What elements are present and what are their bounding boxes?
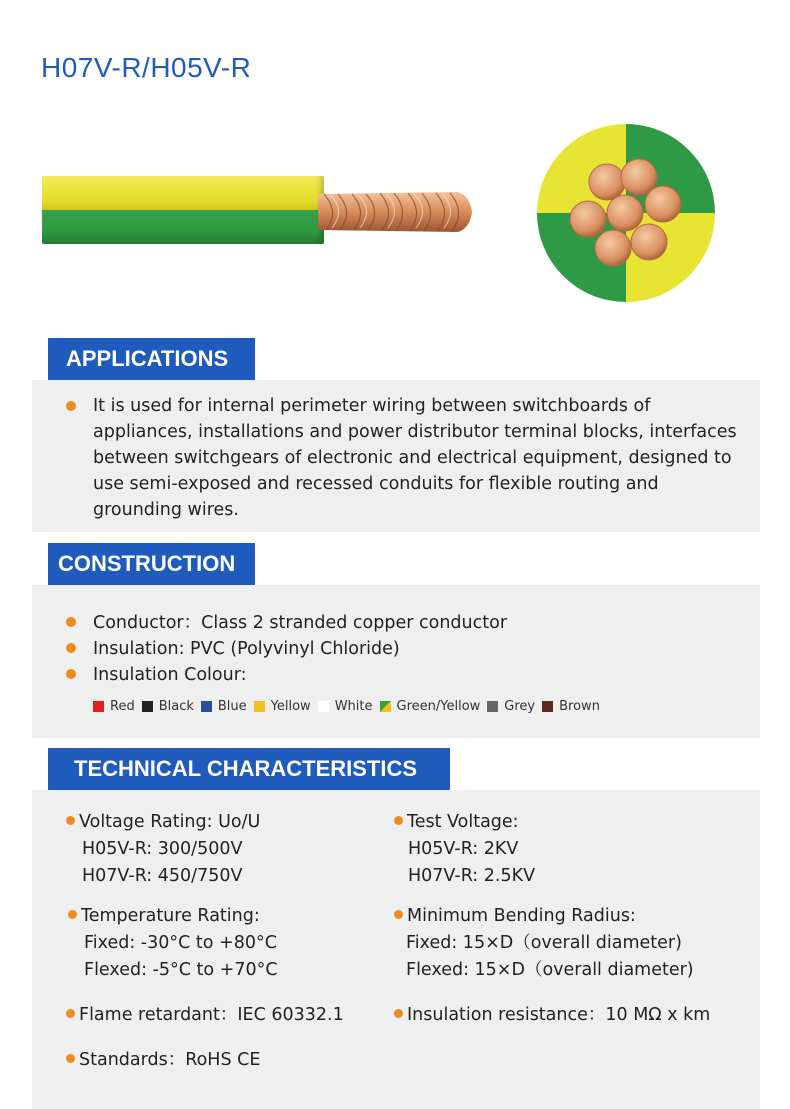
- voltage-h05: H05V-R: 300/500V: [82, 839, 243, 859]
- standards-text: Standards：RoHS CE: [79, 1050, 261, 1070]
- bending-radius-title: Minimum Bending Radius:: [407, 906, 636, 926]
- test-voltage-block: [394, 809, 535, 890]
- flame-retardant-text: Flame retardant：IEC 60332.1: [79, 1005, 344, 1025]
- blue-swatch-icon: [201, 701, 212, 712]
- bullet-icon: [394, 910, 403, 919]
- colour-label: Grey: [504, 699, 536, 714]
- construction-item: [66, 662, 247, 688]
- colour-label: Green/Yellow: [396, 699, 481, 714]
- test-voltage-h05: H05V-R: 2KV: [408, 839, 519, 859]
- insulation-resistance-block: [394, 1002, 710, 1029]
- bullet-icon: [66, 816, 75, 825]
- colour-label: White: [334, 699, 373, 714]
- applications-text: It is used for internal perimeter wiring between switchboards of appliances, installations and power distributor terminal blocks, interfaces between switchgears of electronic and electrical equipment, designed to use semi-exposed and recessed conduits for flexible routing and grounding wires.: [93, 396, 737, 520]
- bullet-icon: [66, 1054, 75, 1063]
- bullet-icon: [66, 401, 76, 411]
- colour-label: Black: [158, 699, 194, 714]
- bullet-icon: [68, 910, 77, 919]
- colour-item-black: [142, 699, 194, 714]
- voltage-rating-block: [66, 809, 260, 890]
- bending-flexed: Flexed: 15×D（overall diameter): [406, 960, 694, 980]
- black-swatch-icon: [142, 701, 153, 712]
- colour-label: Brown: [559, 699, 600, 714]
- green-yellow-swatch-icon: [380, 701, 391, 712]
- brown-swatch-icon: [542, 701, 553, 712]
- yellow-swatch-icon: [254, 701, 265, 712]
- grey-swatch-icon: [487, 701, 498, 712]
- colour-label: Red: [110, 699, 135, 714]
- temperature-fixed: Fixed: -30°C to +80°C: [84, 933, 277, 953]
- bullet-icon: [66, 669, 76, 679]
- temperature-flexed: Flexed: -5°C to +70°C: [84, 960, 278, 980]
- bending-fixed: Fixed: 15×D（overall diameter): [406, 933, 682, 953]
- standards-block: [66, 1047, 260, 1074]
- bullet-icon: [394, 816, 403, 825]
- bullet-icon: [66, 643, 76, 653]
- insulation-text: Insulation: PVC (Polyvinyl Chloride): [93, 639, 400, 659]
- voltage-rating-title: Voltage Rating: Uo/U: [79, 812, 261, 832]
- construction-item: [66, 636, 400, 662]
- copper-conductor-illustration: [318, 186, 478, 238]
- insulation-resistance-text: Insulation resistance：10 MΩ x km: [407, 1005, 711, 1025]
- colour-item-blue: [201, 699, 247, 714]
- construction-heading: CONSTRUCTION: [48, 543, 255, 585]
- insulation-colour-text: Insulation Colour:: [93, 665, 247, 685]
- colour-item-white: [318, 699, 373, 714]
- bending-radius-block: [394, 903, 694, 984]
- red-swatch-icon: [93, 701, 104, 712]
- colour-label: Blue: [217, 699, 247, 714]
- colour-legend: [93, 699, 607, 714]
- temperature-rating-block: [68, 903, 278, 984]
- colour-item-grey: [487, 699, 535, 714]
- bullet-icon: [66, 1009, 75, 1018]
- colour-item-brown: [542, 699, 600, 714]
- colour-item-red: [93, 699, 135, 714]
- voltage-h07: H07V-R: 450/750V: [82, 866, 243, 886]
- flame-retardant-block: [66, 1002, 344, 1029]
- colour-label: Yellow: [270, 699, 311, 714]
- bullet-icon: [66, 617, 76, 627]
- white-swatch-icon: [318, 701, 329, 712]
- bullet-icon: [394, 1009, 403, 1018]
- test-voltage-title: Test Voltage:: [407, 812, 519, 832]
- cable-cross-section-illustration: [537, 124, 715, 302]
- colour-item-green-yellow: [380, 699, 481, 714]
- cable-side-view: [42, 176, 324, 244]
- applications-heading: APPLICATIONS: [48, 338, 255, 380]
- technical-heading: TECHNICAL CHARACTERISTICS: [48, 748, 450, 790]
- page-title: H07V-R/H05V-R: [41, 52, 252, 83]
- colour-item-yellow: [254, 699, 311, 714]
- construction-item: [66, 610, 507, 636]
- temperature-rating-title: Temperature Rating:: [81, 906, 260, 926]
- conductor-text: Conductor：Class 2 stranded copper conductor: [93, 613, 508, 633]
- test-voltage-h07: H07V-R: 2.5KV: [408, 866, 536, 886]
